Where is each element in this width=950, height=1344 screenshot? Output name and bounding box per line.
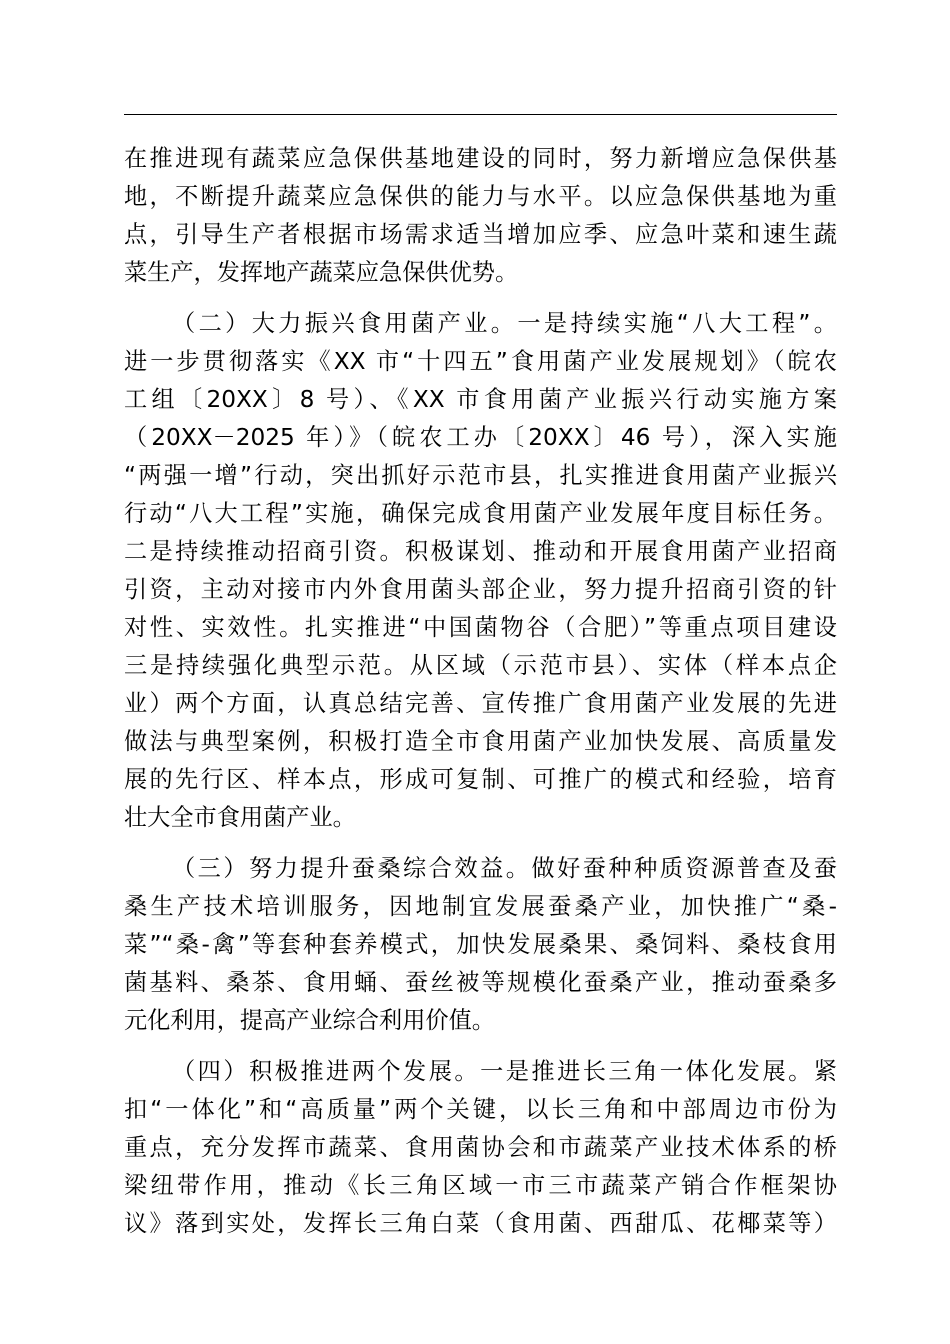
text-line: 三是持续强化典型示范。从区域（示范市县）、实体（样本点企 [124, 652, 837, 679]
text-line: （三）努力提升蚕桑综合效益。做好蚕种种质资源普查及蚕 [172, 855, 837, 882]
paragraph-3 [124, 850, 837, 1040]
text-line: “两强一增”行动，突出抓好示范市县，扎实推进食用菌产业振兴 [124, 462, 837, 489]
text-line: 壮大全市食用菌产业。 [124, 804, 356, 831]
text-line: 业）两个方面，认真总结完善、宣传推广食用菌产业发展的先进 [124, 690, 837, 717]
text-line: 行动“八大工程”实施，确保完成食用菌产业发展年度目标任务。 [124, 500, 837, 527]
paragraph-2 [124, 305, 837, 837]
text-line: 引资，主动对接市内外食用菌头部企业，努力提升招商引资的针 [124, 576, 837, 603]
text-line: （二）大力振兴食用菌产业。一是持续实施“八大工程”。 [172, 310, 837, 337]
text-line: 在推进现有蔬菜应急保供基地建设的同时，努力新增应急保供基 [124, 145, 837, 172]
text-line: （四）积极推进两个发展。一是推进长三角一体化发展。紧 [172, 1058, 837, 1085]
text-line: 重点，充分发挥市蔬菜、食用菌协会和市蔬菜产业技术体系的桥 [124, 1134, 837, 1161]
text-line: 议》落到实处，发挥长三角白菜（食用菌、西甜瓜、花椰菜等） [124, 1210, 837, 1237]
text-line: 做法与典型案例，积极打造全市食用菌产业加快发展、高质量发 [124, 728, 837, 755]
text-line: 点，引导生产者根据市场需求适当增加应季、应急叶菜和速生蔬 [124, 221, 837, 248]
text-line: （20XX－2025 年）》（皖农工办〔20XX〕46 号），深入实施 [124, 424, 837, 451]
text-line: 地，不断提升蔬菜应急保供的能力与水平。以应急保供基地为重 [124, 183, 837, 210]
text-line: 二是持续推动招商引资。积极谋划、推动和开展食用菌产业招商 [124, 538, 837, 565]
paragraph-1 [124, 140, 837, 292]
text-line: 元化利用，提高产业综合利用价值。 [124, 1007, 495, 1034]
text-line: 展的先行区、样本点，形成可复制、可推广的模式和经验，培育 [124, 766, 837, 793]
text-line: 桑生产技术培训服务，因地制宜发展蚕桑产业，加快推广“桑- [124, 893, 837, 920]
paragraph-4 [124, 1053, 837, 1243]
text-line: 进一步贯彻落实《XX 市“十四五”食用菌产业发展规划》（皖农 [124, 348, 837, 375]
text-line: 菜”“桑-禽”等套种套养模式，加快发展桑果、桑饲料、桑枝食用 [124, 931, 837, 958]
header-rule [124, 114, 837, 115]
text-line: 扣“一体化”和“高质量”两个关键，以长三角和中部周边市份为 [124, 1096, 837, 1123]
text-line: 菌基料、桑茶、食用蛹、蚕丝被等规模化蚕桑产业，推动蚕桑多 [124, 969, 837, 996]
text-line: 工组〔20XX〕8 号）、《XX 市食用菌产业振兴行动实施方案 [124, 386, 837, 413]
text-line: 菜生产，发挥地产蔬菜应急保供优势。 [124, 259, 519, 286]
text-line: 对性、实效性。扎实推进“中国菌物谷（合肥）”等重点项目建设 [124, 614, 837, 641]
text-line: 梁纽带作用，推动《长三角区域一市三市蔬菜产销合作框架协 [124, 1172, 837, 1199]
document-body [124, 140, 837, 1256]
